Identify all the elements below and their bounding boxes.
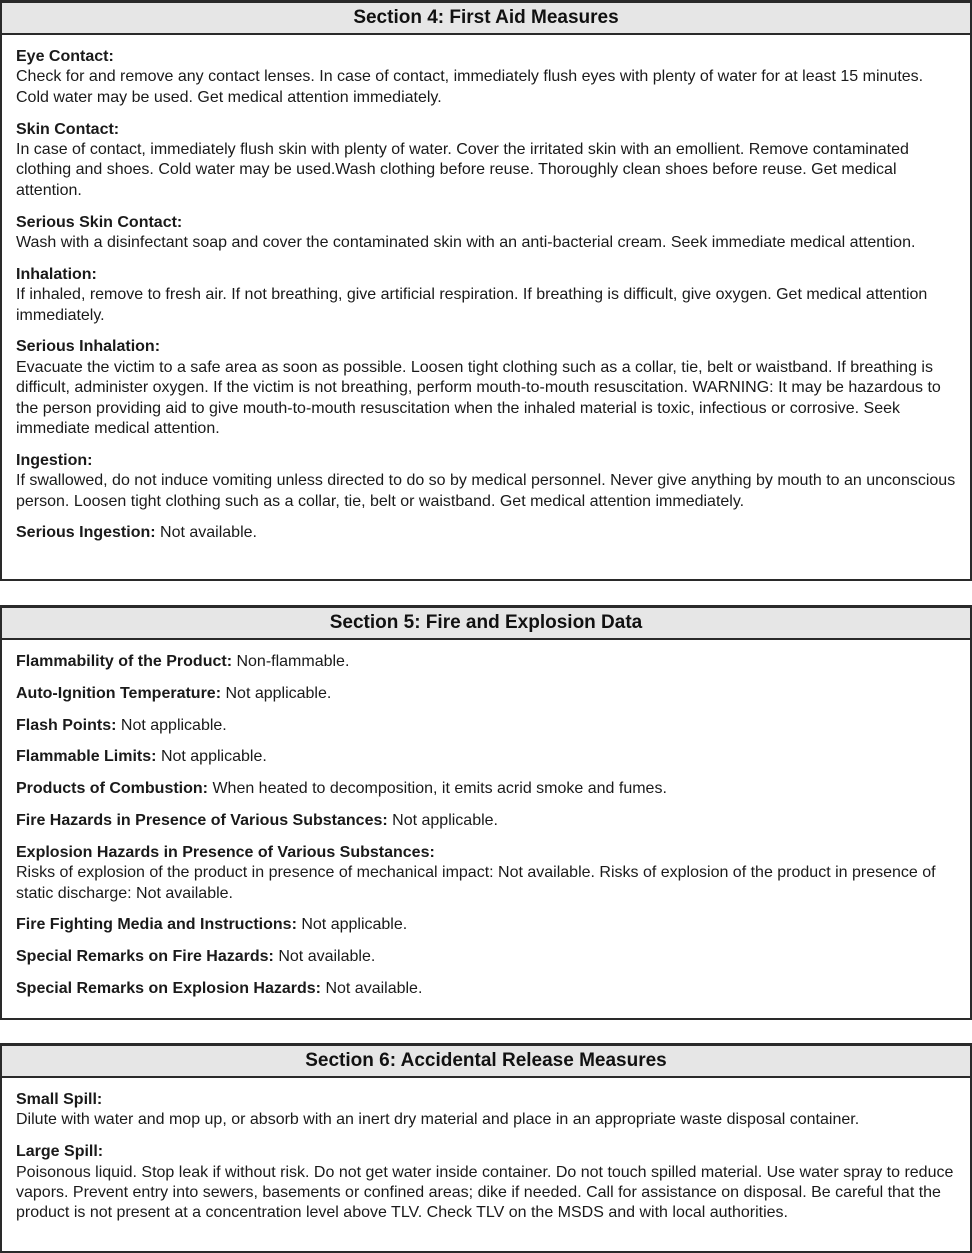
item-text: Not available. <box>278 948 376 966</box>
item-text: If swallowed, do not induce vomiting unless directed to do so by medical personnel. Never give anything by mouth to an unconscious person. Loosen tight clothing such as a collar, tie, belt or waistband. Get medical attention immediately. <box>16 472 956 510</box>
item-flammability <box>16 652 956 672</box>
item-text: When heated to decomposition, it emits acrid smoke and fumes. <box>212 780 667 798</box>
item-text: Risks of explosion of the product in presence of mechanical impact: Not available. Risks of explosion of the product in presence of static discharge: Not available. <box>16 864 936 902</box>
item-label: Serious Skin Contact: <box>16 213 183 231</box>
item-eye-contact <box>16 47 956 108</box>
item-label: Explosion Hazards in Presence of Various Substances: <box>16 843 435 861</box>
section-title: Section 6: Accidental Release Measures <box>2 1046 970 1078</box>
item-fire-hazards <box>16 811 956 831</box>
item-auto-ignition <box>16 684 956 704</box>
item-text: Non-flammable. <box>236 653 350 670</box>
item-text: Wash with a disinfectant soap and cover the contaminated skin with an anti-bacterial cream. Seek immediate medical attention. <box>16 234 916 252</box>
item-label: Skin Contact: <box>16 120 120 138</box>
section-body <box>2 1078 970 1224</box>
item-text: Not applicable. <box>225 684 332 702</box>
item-serious-ingestion <box>16 523 956 543</box>
item-flash-points <box>16 716 956 736</box>
item-label: Flammability of the Product: <box>16 653 233 670</box>
item-label: Serious Inhalation: <box>16 338 161 356</box>
item-explosion-hazards <box>16 843 956 904</box>
item-label: Eye Contact: <box>16 48 114 65</box>
section-title: Section 5: Fire and Explosion Data <box>2 608 970 640</box>
section-body <box>2 640 970 999</box>
item-inhalation <box>16 265 956 326</box>
item-text: Check for and remove any contact lenses. In case of contact, immediately flush eyes with plenty of water for at least 15 minutes. Cold water may be used. Get medical attention immediately. <box>16 68 924 106</box>
item-serious-skin-contact <box>16 213 956 254</box>
item-products-of-combustion <box>16 779 956 799</box>
item-label: Serious Ingestion: <box>16 524 156 542</box>
item-text: Not available. <box>160 524 257 542</box>
item-serious-inhalation <box>16 337 956 439</box>
section-first-aid <box>0 0 972 581</box>
item-special-remarks-fire <box>16 947 956 967</box>
item-text: Not applicable. <box>392 811 498 829</box>
item-text: Not applicable. <box>160 748 267 766</box>
item-text: Poisonous liquid. Stop leak if without risk. Do not get water inside container. Do not touch spilled material. Use water spray to reduce vapors. Prevent entry into sewers, basements or confined areas; dike if needed. Call for assistance on disposal. Be careful that the product is not present at a concentration level above TLV. Check TLV on the MSDS and with local authorities. <box>16 1163 954 1222</box>
item-ingestion <box>16 451 956 512</box>
section-title: Section 4: First Aid Measures <box>2 3 970 35</box>
item-skin-contact <box>16 120 956 202</box>
item-text: In case of contact, immediately flush skin with plenty of water. Cover the irritated skin with an emollient. Remove contaminated clothing and shoes. Cold water may be used.Wash clothing before reuse. Thoroughly clean shoes before reuse. Get medical attention. <box>16 141 909 199</box>
item-label: Flammable Limits: <box>16 748 157 766</box>
item-label: Products of Combustion: <box>16 780 208 798</box>
item-text: Not applicable. <box>120 716 227 734</box>
section-body <box>2 35 970 544</box>
item-label: Special Remarks on Explosion Hazards: <box>16 979 321 997</box>
item-text: Not available. <box>325 979 423 997</box>
item-large-spill <box>16 1142 956 1224</box>
item-label: Small Spill: <box>16 1091 103 1108</box>
item-label: Fire Fighting Media and Instructions: <box>16 916 297 934</box>
item-label: Inhalation: <box>16 265 97 283</box>
item-text: Not applicable. <box>301 916 408 934</box>
item-text: If inhaled, remove to fresh air. If not breathing, give artificial respiration. If breathing is difficult, give oxygen. Get medical attention immediately. <box>16 286 928 324</box>
item-label: Large Spill: <box>16 1143 104 1161</box>
section-accidental-release <box>0 1043 972 1253</box>
item-text: Dilute with water and mop up, or absorb with an inert dry material and place in an appropriate waste disposal container. <box>16 1111 860 1129</box>
item-label: Flash Points: <box>16 716 117 734</box>
item-label: Special Remarks on Fire Hazards: <box>16 948 274 966</box>
item-text: Evacuate the victim to a safe area as soon as possible. Loosen tight clothing such as a collar, tie, belt or waistband. If breathing is difficult, administer oxygen. If the victim is not breathing, perform mouth-to-mouth resuscitation. WARNING: It may be hazardous to the person providing aid to give mouth-to-mouth resuscitation when the inhaled material is toxic, infectious or corrosive. Seek immediate medical attention. <box>16 358 941 438</box>
item-label: Fire Hazards in Presence of Various Substances: <box>16 811 388 829</box>
item-flammable-limits <box>16 747 956 767</box>
item-small-spill <box>16 1090 956 1131</box>
item-label: Ingestion: <box>16 451 93 469</box>
item-special-remarks-explosion <box>16 979 956 999</box>
section-fire-explosion <box>0 605 972 1020</box>
item-label: Auto-Ignition Temperature: <box>16 684 222 702</box>
item-fire-fighting-media <box>16 915 956 935</box>
